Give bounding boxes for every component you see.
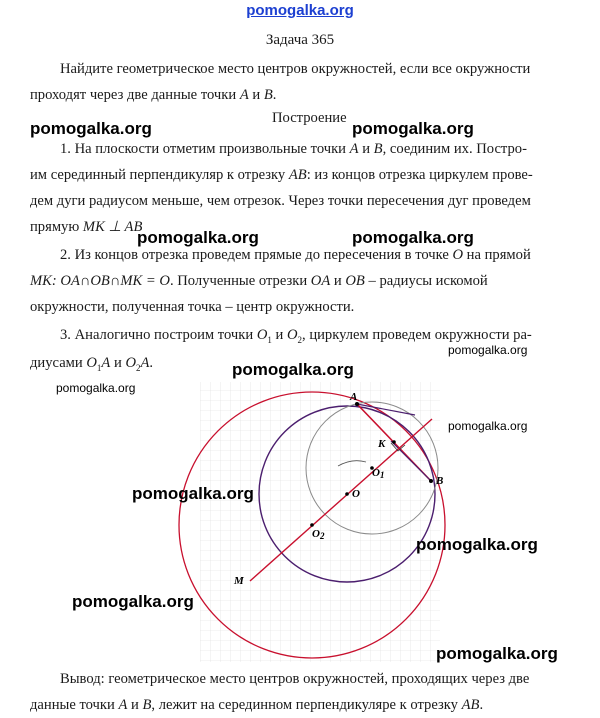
point-k bbox=[392, 440, 396, 444]
point-b bbox=[429, 479, 433, 483]
label-o: O bbox=[352, 488, 360, 500]
label-o2-sub: 2 bbox=[319, 531, 325, 541]
task-title: Задача 365 bbox=[265, 32, 335, 48]
label-a: A bbox=[350, 391, 358, 403]
grid-paper bbox=[200, 382, 440, 662]
step1-line-3: дем дуги радиусом меньше, чем отрезок. Через точки пересечения дуг проведем bbox=[30, 193, 531, 209]
problem-line-1: Найдите геометрическое место центров окружностей, если все окружности bbox=[60, 61, 531, 77]
step1-line-4: прямую MK ⊥ AB bbox=[30, 219, 143, 235]
label-o1-letter: O bbox=[372, 467, 380, 479]
watermark: pomogalka.org bbox=[448, 419, 528, 433]
label-k: K bbox=[378, 438, 386, 450]
step3-line-2: диусами $O_1A$ и $O_2A$. bbox=[30, 355, 154, 373]
label-m: M bbox=[234, 575, 244, 587]
problem-line-2: проходят через две данные точки A и B. bbox=[30, 87, 277, 103]
watermark: pomogalka.org bbox=[72, 592, 194, 611]
watermark: pomogalka.org bbox=[352, 228, 474, 247]
watermark: pomogalka.org bbox=[232, 360, 354, 379]
watermark: pomogalka.org bbox=[137, 228, 259, 247]
conclusion-line-2: данные точки A и B, лежит на серединном перпендикуляре к отрезку AB. bbox=[30, 697, 484, 713]
step1-line-2: им серединный перпендикуляр к отрезку AB: из концов отрезка циркулем прове- bbox=[30, 167, 533, 183]
label-o2-letter: O bbox=[312, 528, 320, 540]
point-o bbox=[345, 492, 349, 496]
watermark: pomogalka.org bbox=[56, 381, 136, 395]
conclusion-line-1: Вывод: геометрическое место центров окружностей, проходящих через две bbox=[60, 671, 530, 687]
step1-line-1: 1. На плоскости отметим произвольные точки A и B, соединим их. Постро- bbox=[60, 141, 527, 157]
watermark: pomogalka.org bbox=[436, 644, 558, 663]
watermark: pomogalka.org bbox=[448, 343, 528, 357]
watermark: pomogalka.org bbox=[30, 119, 152, 138]
construction-heading: Построение bbox=[272, 110, 347, 126]
point-o2 bbox=[310, 523, 314, 527]
step2-line-3: окружности, полученная точка – центр окружности. bbox=[30, 299, 355, 315]
watermark: pomogalka.org bbox=[352, 119, 474, 138]
label-o1-sub: 1 bbox=[379, 470, 385, 480]
site-header-link[interactable]: pomogalka.org bbox=[246, 2, 354, 19]
step2-line-2: MK: OA∩OB∩MK = O. Полученные отрезки OA и OB – радиусы искомой bbox=[30, 273, 488, 289]
watermark: pomogalka.org bbox=[416, 535, 538, 554]
label-b: B bbox=[436, 475, 444, 487]
step2-line-1: 2. Из концов отрезка проведем прямые до пересечения в точке O на прямой bbox=[60, 247, 531, 263]
step3-line-1: 3. Аналогично построим точки $O_1$ и $O_2$, циркулем проведем окружности ра- bbox=[60, 327, 532, 345]
watermark: pomogalka.org bbox=[132, 484, 254, 503]
